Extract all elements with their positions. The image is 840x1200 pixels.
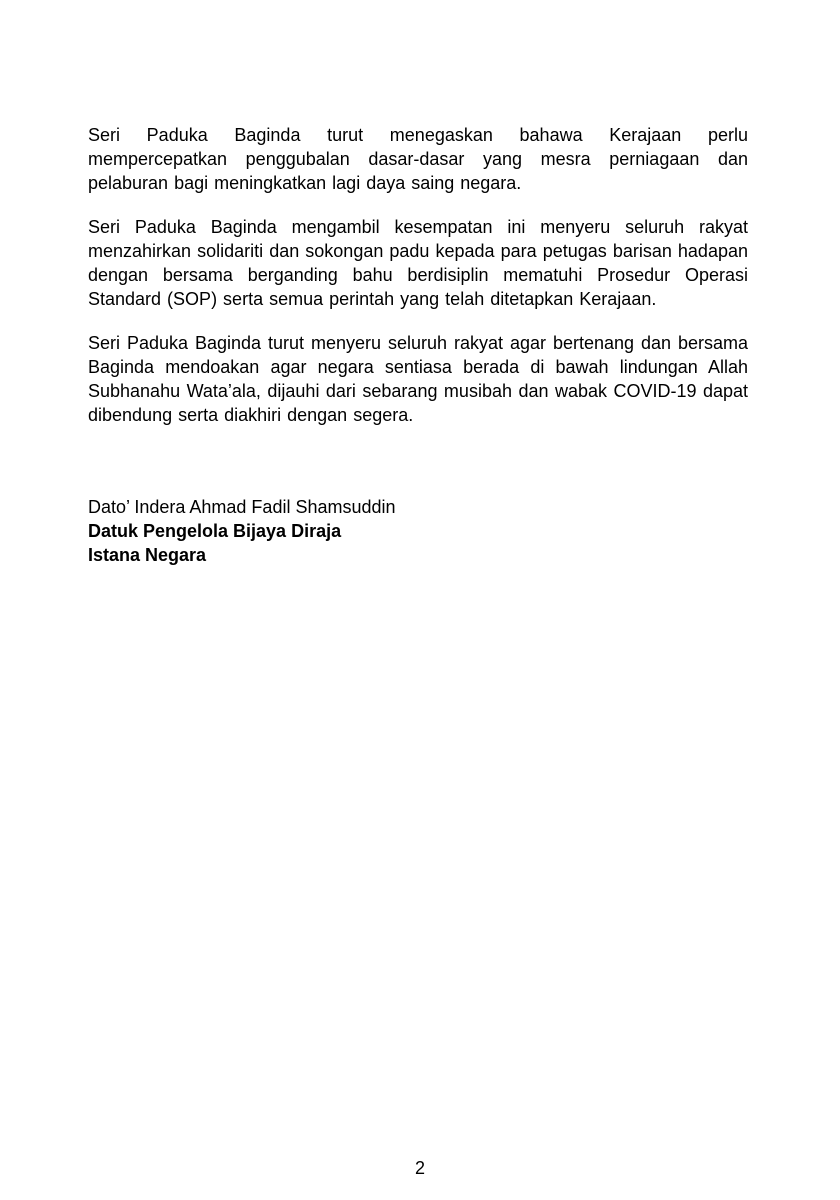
signature-title: Datuk Pengelola Bijaya Diraja bbox=[88, 521, 342, 541]
page-number: 2 bbox=[414, 1158, 425, 1178]
body-paragraph-2: Seri Paduka Baginda mengambil kesempatan ini menyeru seluruh rakyat menzahirkan solidariti dan sokongan padu kepada para petugas barisan hadapan dengan bersama berganding bahu berdisiplin mematuhi Prosedur Operasi Standard (SOP) serta semua perintah yang telah ditetapkan Kerajaan. bbox=[88, 217, 748, 309]
signature-name: Dato’ Indera Ahmad Fadil Shamsuddin bbox=[88, 497, 396, 517]
signature-block bbox=[88, 495, 748, 567]
signature-organization: Istana Negara bbox=[88, 545, 207, 565]
body-paragraph-3: Seri Paduka Baginda turut menyeru seluruh rakyat agar bertenang dan bersama Baginda mendoakan agar negara sentiasa berada di bawah lindungan Allah Subhanahu Wata’ala, dijauhi dari sebarang musibah dan wabak COVID-19 dapat dibendung serta diakhiri dengan segera. bbox=[88, 333, 748, 425]
body-paragraph-1: Seri Paduka Baginda turut menegaskan bahawa Kerajaan perlu mempercepatkan penggubalan dasar-dasar yang mesra perniagaan dan pelaburan bagi meningkatkan lagi daya saing negara. bbox=[88, 125, 748, 193]
